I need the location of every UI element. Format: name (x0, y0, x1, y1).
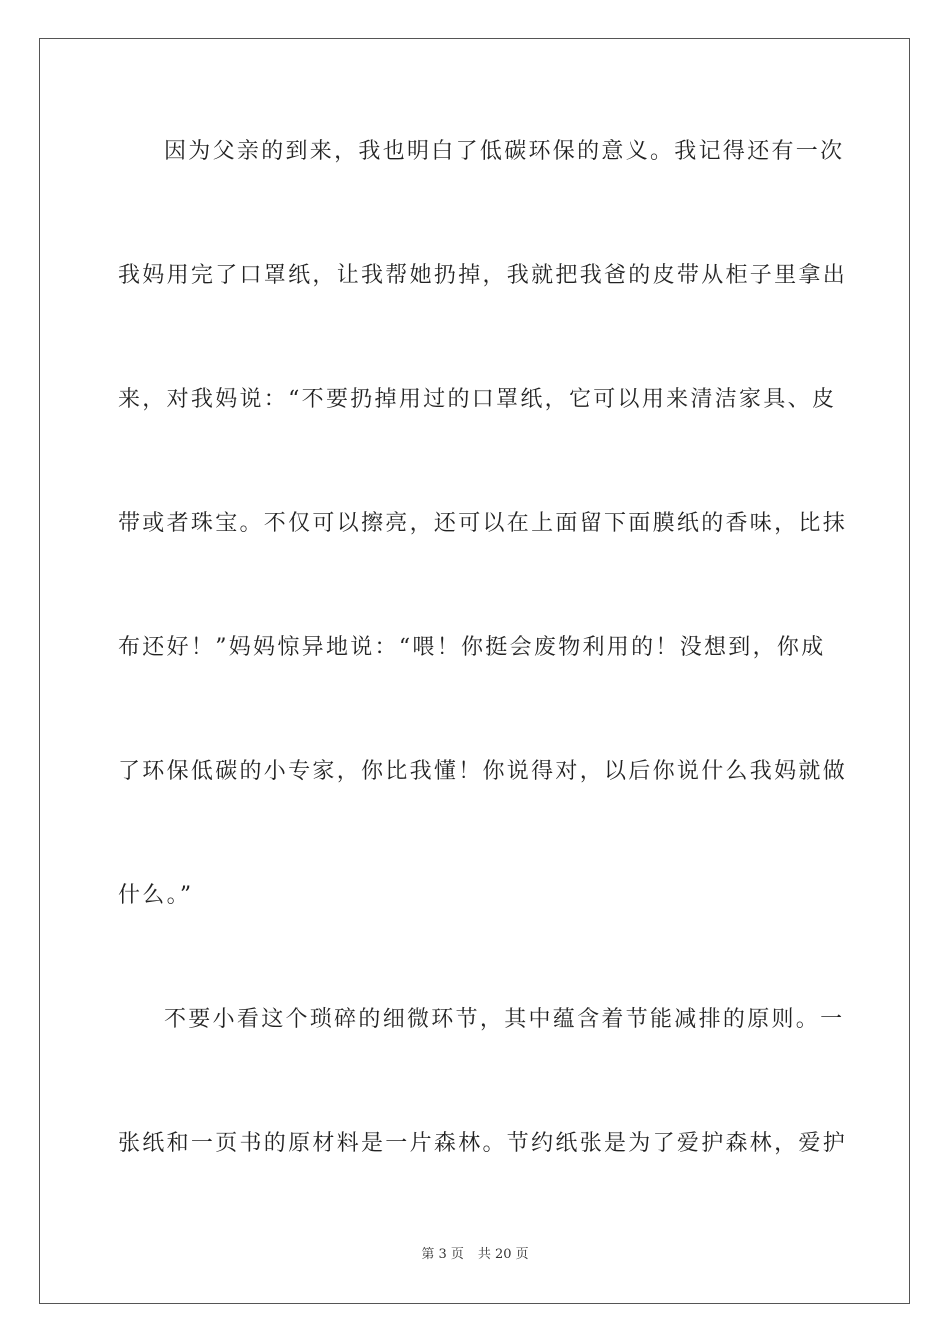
paragraph-1-line-6: 了环保低碳的小专家，你比我懂！你说得对，以后你说什么我妈就做 (118, 759, 848, 784)
paragraph-1-line-2: 我妈用完了口罩纸，让我帮她扔掉，我就把我爸的皮带从柜子里拿出 (118, 263, 848, 288)
page-number: 第 3 页 (421, 1247, 464, 1262)
paragraph-1-line-3: 来，对我妈说：“不要扔掉用过的口罩纸，它可以用来清洁家具、皮 (118, 387, 837, 412)
paragraph-1-line-7: 什么。” (118, 883, 194, 908)
paragraph-2-line-1: 不要小看这个琐碎的细微环节，其中蕴含着节能减排的原则。一 (164, 1007, 845, 1032)
page-footer (0, 1246, 950, 1264)
page-frame (39, 38, 910, 1304)
page-total: 共 20 页 (477, 1247, 529, 1262)
paragraph-1-line-1: 因为父亲的到来，我也明白了低碳环保的意义。我记得还有一次 (164, 139, 845, 164)
paragraph-1-line-4: 带或者珠宝。不仅可以擦亮，还可以在上面留下面膜纸的香味，比抹 (118, 511, 848, 536)
paragraph-1-line-5: 布还好！”妈妈惊异地说：“喂！你挺会废物利用的！没想到，你成 (118, 635, 826, 660)
paragraph-2-line-2: 张纸和一页书的原材料是一片森林。节约纸张是为了爱护森林，爱护 (118, 1131, 848, 1156)
